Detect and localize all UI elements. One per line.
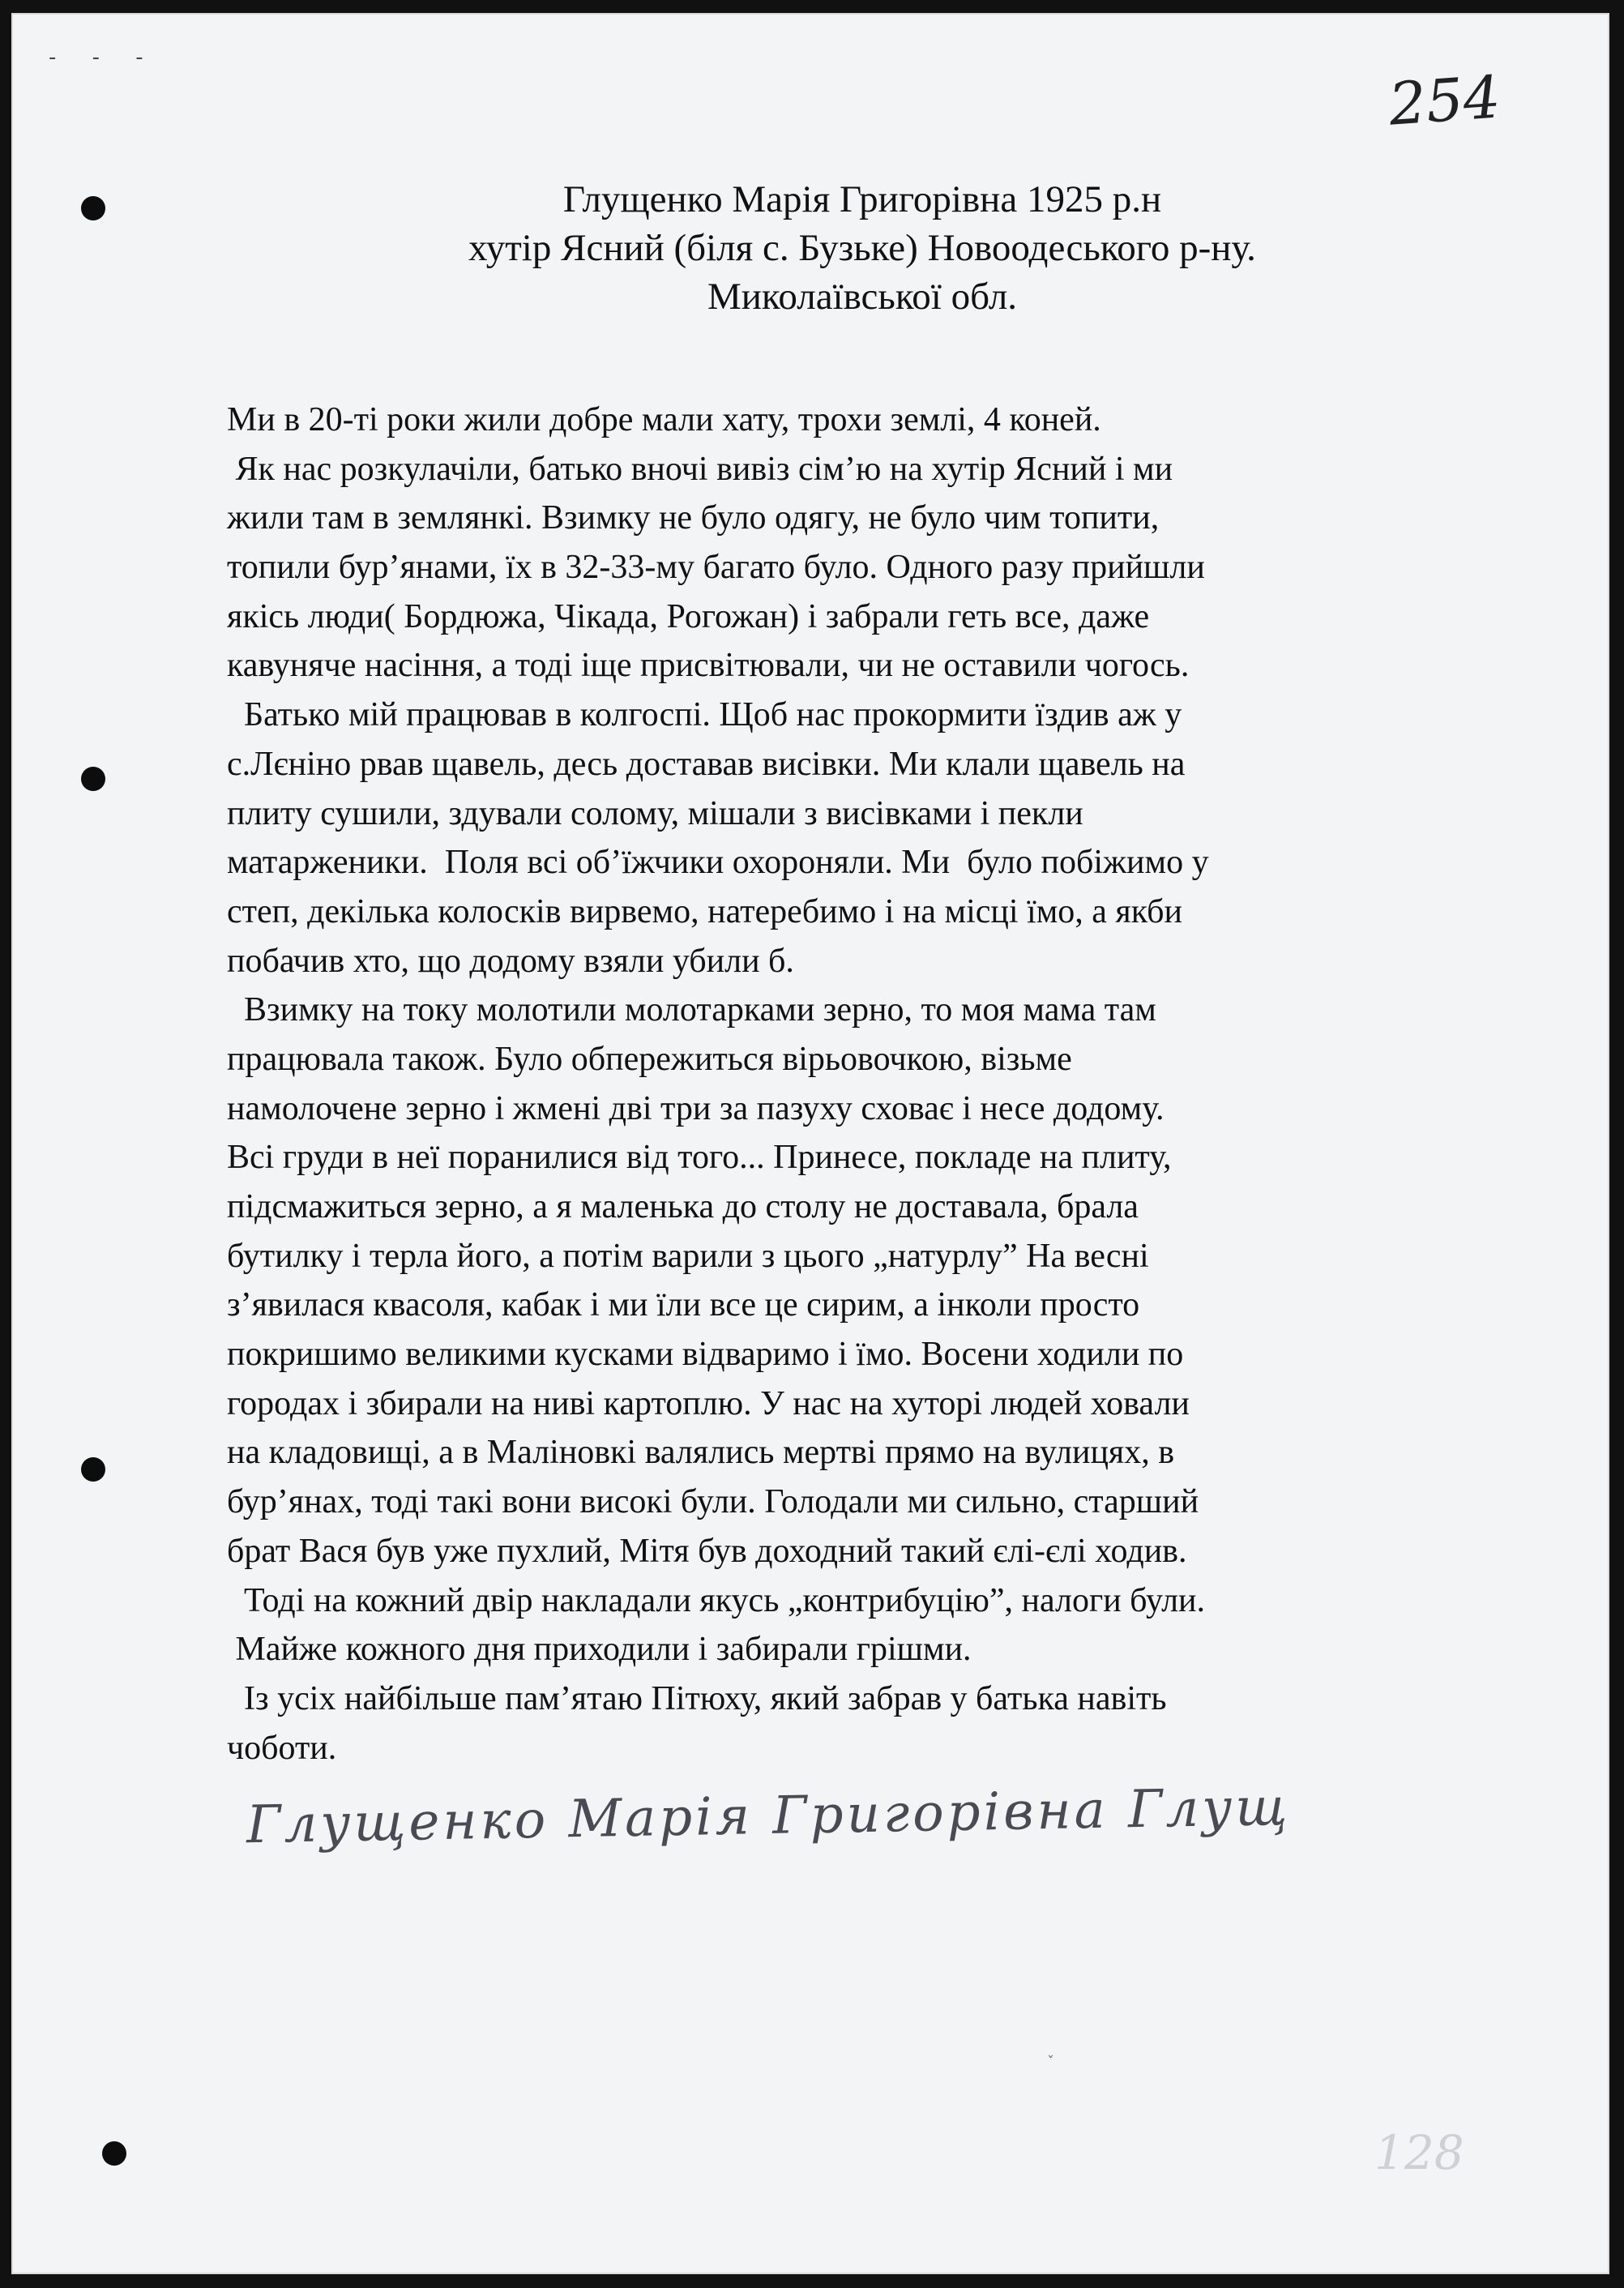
text-line: Тоді на кожний двір накладали якусь „контрибуцію”, налоги були. <box>227 1581 1206 1619</box>
faded-page-number: 128 <box>1374 2125 1464 2180</box>
text-line: брат Вася був уже пухлий, Мітя був доходний такий єлі-єлі ходив. <box>227 1532 1187 1570</box>
text-line: побачив хто, що додому взяли убили б. <box>227 942 794 980</box>
text-line: Батько мій працював в колгоспі. Щоб нас прокормити їздив аж у <box>227 696 1182 734</box>
text-line: покришимо великими кусками відваримо і їмо. Восени ходили по <box>227 1336 1184 1374</box>
text-line: Всі груди в неї поранилися від того... Принесе, покладе на плиту, <box>227 1139 1172 1177</box>
text-line: с.Лєніно рвав щавель, десь доставав висівки. Ми клали щавель на <box>227 745 1186 783</box>
text-line: городах і збирали на ниві картоплю. У нас на хуторі людей ховали <box>227 1384 1190 1422</box>
text-line: бутилку і терла його, а потім варили з цього „натурлу” На весні <box>227 1237 1149 1275</box>
document-page <box>11 13 1609 2274</box>
paper-speck: ˇ <box>1047 2054 1054 2071</box>
text-line: якісь люди( Бордюжа, Чікада, Рогожан) і забрали геть все, даже <box>227 597 1150 635</box>
text-line: матарженики. Поля всі об’їжчики охороняли. Ми було побіжимо у <box>227 844 1209 882</box>
testimony-text <box>227 396 1491 1773</box>
text-line: бур’янах, тоді такі вони високі були. Голодали ми сильно, старший <box>227 1483 1199 1521</box>
corner-mark: - - - <box>49 45 158 70</box>
punch-hole <box>81 1457 105 1482</box>
archive-page-number: 254 <box>1387 62 1503 139</box>
heading-line: Миколаївської обл. <box>707 276 1018 318</box>
punch-hole <box>102 2141 126 2166</box>
heading-line: Глущенко Марія Григорівна 1925 р.н <box>562 178 1162 220</box>
text-line: намолочене зерно і жмені дві три за пазуху сховає і несе додому. <box>227 1089 1165 1127</box>
handwritten-signature: Глущенко Марія Григорівна Глущ <box>246 1777 1291 1856</box>
text-line: Взимку на току молотили молотарками зерно, то моя мама там <box>227 991 1156 1029</box>
text-line: степ, декілька колосків вирвемо, натеребимо і на місці їмо, а якби <box>227 892 1182 930</box>
text-line: на кладовищі, а в Маліновкі валялись мертві прямо на вулицях, в <box>227 1434 1175 1472</box>
text-line: плиту сушили, здували солому, мішали з висівками і пекли <box>227 794 1083 832</box>
text-line: Ми в 20-ті роки жили добре мали хату, трохи землі, 4 коней. <box>227 401 1101 438</box>
text-line: підсмажиться зерно, а я маленька до столу не доставала, брала <box>227 1188 1139 1225</box>
text-line: Із усіх найбільше пам’ятаю Пітюху, який забрав у батька навіть <box>227 1679 1167 1717</box>
text-line: працювала також. Було обпережиться вірьовочкою, візьме <box>227 1040 1072 1078</box>
text-line: жили там в землянкі. Взимку не було одягу, не було чим топити, <box>227 499 1160 537</box>
text-line: чоботи. <box>227 1729 337 1767</box>
text-line: Майже кожного дня приходили і забирали грішми. <box>227 1631 972 1669</box>
text-line: кавуняче насіння, а тоді іще присвітювали, чи не оставили чогось. <box>227 647 1190 685</box>
punch-hole <box>81 196 105 220</box>
text-line: з’явилася квасоля, кабак і ми їли все це сирим, а інколи просто <box>227 1286 1140 1324</box>
text-line: Як нас розкулачіли, батько вночі вивіз сім’ю на хутір Ясний і ми <box>227 450 1173 488</box>
document-heading <box>254 175 1470 321</box>
heading-line: хутір Ясний (біля с. Бузьке) Новоодеського р-ну. <box>468 227 1256 269</box>
punch-hole <box>81 767 105 791</box>
text-line: топили бур’янами, їх в 32-33-му багато було. Одного разу прийшли <box>227 549 1205 587</box>
